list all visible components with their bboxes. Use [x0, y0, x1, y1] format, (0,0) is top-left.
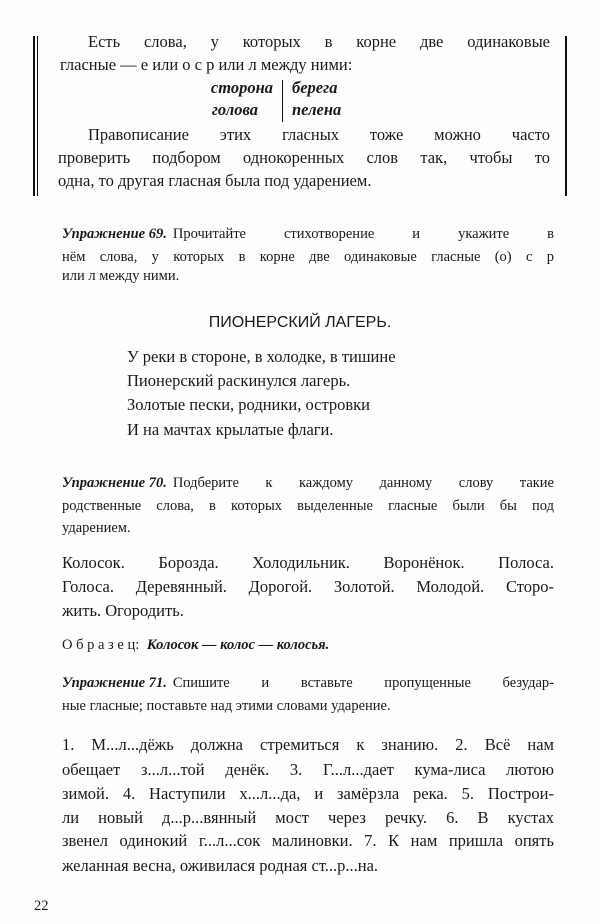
poem-title: ПИОНЕРСКИЙ ЛАГЕРЬ.: [208, 314, 392, 331]
exercise-label: Упражнение 69.: [62, 226, 167, 242]
poem-line: И на мачтах крылатые флаги.: [127, 420, 334, 439]
exercise-71-text: ли новый д...р...вянный мост через речку. 6. В кустах: [62, 808, 554, 827]
exercise-text: или л между ними.: [62, 268, 180, 284]
example-word: берега: [292, 78, 338, 97]
sample-text: Колосок — колос — колосья.: [146, 637, 330, 653]
example-word: сторона: [210, 78, 273, 97]
exercise-text: родственные слова, в которых выделенные гласные были бы под: [62, 498, 554, 514]
sample-line: [62, 635, 329, 655]
exercise-text: ные гласные; поставьте над этими словами ударение.: [62, 698, 391, 714]
example-word: пелена: [292, 100, 342, 119]
exercise-69-line: [62, 224, 554, 244]
poem-line: У реки в стороне, в холодке, в тишине: [127, 347, 396, 366]
rule-line: гласные — е или о с р или л между ними:: [60, 55, 353, 74]
exercise-71-line: [62, 673, 554, 693]
rule-line: Есть слова, у которых в корне две одинаковые: [88, 32, 550, 51]
exercise-71-text: желанная весна, оживилася родная ст...р...на.: [62, 856, 379, 875]
exercise-71-text: зимой. 4. Наступили х...л...да, и замёрзла река. 5. Построи-: [62, 784, 554, 803]
exercise-text: Прочитайте стихотворение и укажите в: [172, 226, 554, 242]
box-left-rule-inner: [37, 36, 38, 196]
rule-paragraph: проверить подбором однокоренных слов так, чтобы то: [58, 148, 550, 167]
box-left-rule: [33, 36, 35, 196]
poem-line: Пионерский раскинулся лагерь.: [127, 371, 351, 390]
sample-label: О б р а з е ц:: [62, 637, 140, 653]
exercise-label: Упражнение 70.: [62, 475, 167, 491]
exercise-text: ударением.: [62, 520, 131, 536]
word-list-line: Колосок. Борозда. Холодильник. Воронёнок. Полоса.: [62, 553, 554, 572]
box-right-rule: [565, 36, 567, 196]
word-list-line: Голоса. Деревянный. Дорогой. Золотой. Молодой. Сторо-: [62, 577, 554, 596]
example-divider: [282, 80, 283, 122]
rule-paragraph: одна, то другая гласная была под ударением.: [58, 171, 372, 190]
exercise-text: нём слова, у которых в корне две одинаковые гласные (о) с р: [62, 249, 554, 265]
exercise-71-text: 1. М...л...дёжь должна стремиться к знанию. 2. Всё нам: [62, 735, 554, 754]
page-number: 22: [34, 898, 49, 914]
rule-paragraph: Правописание этих гласных тоже можно часто: [88, 125, 550, 144]
exercise-text: Подберите к каждому данному слову такие: [172, 475, 554, 491]
exercise-70-line: [62, 473, 554, 493]
exercise-71-text: звенел одинокий г...л...сок малиновки. 7. К нам пришла опять: [62, 831, 554, 850]
word-list-line: жить. Огородить.: [62, 601, 184, 620]
poem-line: Золотые пески, родники, островки: [127, 395, 371, 414]
example-word: голова: [211, 100, 258, 119]
exercise-71-text: обещает з...л...той денёк. 3. Г...л...дает кума-лиса лютою: [62, 760, 554, 779]
exercise-text: Спишите и вставьте пропущенные безудар-: [172, 675, 554, 691]
exercise-label: Упражнение 71.: [62, 675, 167, 691]
